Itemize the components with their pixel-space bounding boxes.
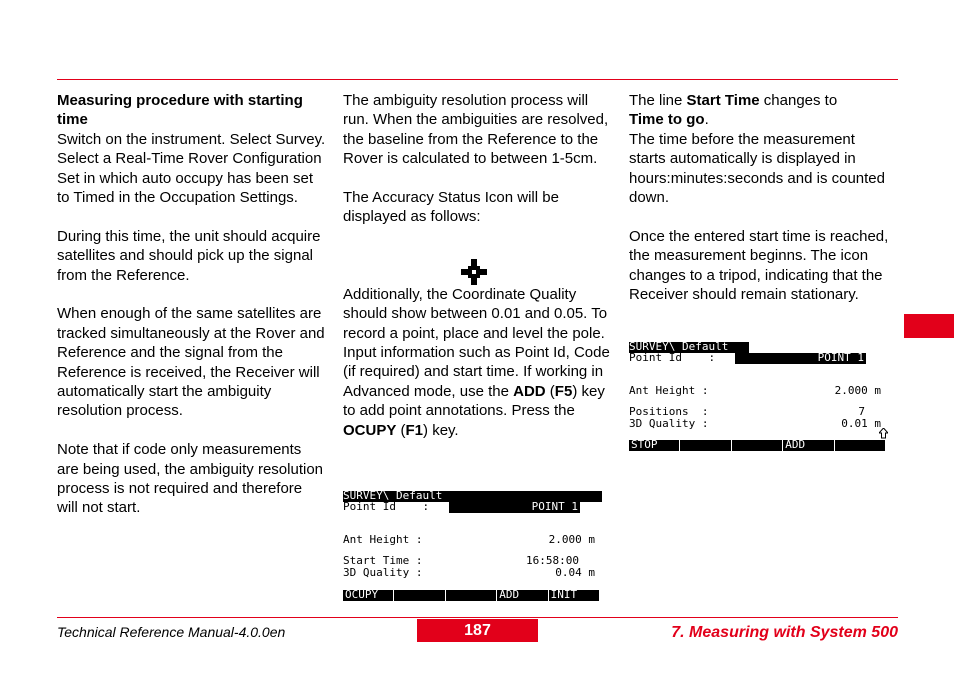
- point-id-value: POINT 1: [531, 500, 578, 513]
- screen2-ant-height-label: Ant Height :: [629, 384, 709, 397]
- screen2-positions-value: 7: [858, 405, 865, 418]
- col2-p3-text-c: ) key to add point annotations. Press the: [343, 382, 605, 420]
- col2-p3-text-e: ) key.: [423, 421, 459, 439]
- col3-paragraph-1: [629, 91, 889, 207]
- ant-height-label: Ant Height :: [343, 533, 423, 546]
- lcd-screen-start-time: [343, 491, 602, 601]
- col3-p1-text-c: .: [704, 111, 709, 129]
- col3-p1-rest: The time before the measurement starts automatically is displayed in hours:minutes:seconds and is counted down.: [629, 130, 885, 207]
- screen2-quality-label: 3D Quality :: [629, 417, 709, 430]
- chapter-title: 7. Measuring with System 500: [671, 624, 898, 641]
- screen2-softkey-f2[interactable]: [680, 440, 731, 451]
- col2-p3-text-b: (: [545, 382, 555, 400]
- softkey-f2[interactable]: [394, 590, 445, 601]
- col3-p1-text-b: changes to: [759, 92, 838, 109]
- header-rule: [57, 79, 898, 80]
- f5-key-label: F5: [554, 382, 573, 400]
- screen2-quality-row: [629, 419, 881, 430]
- ant-height-row: [343, 535, 595, 546]
- f1-key-label: F1: [405, 421, 424, 439]
- quality-value: 0.04 m: [555, 566, 595, 579]
- start-time-value: 16:58:00: [526, 554, 579, 567]
- col1-heading-block: [57, 91, 327, 130]
- point-id-field[interactable]: [449, 502, 580, 513]
- screen2-softkey-f4[interactable]: ADD: [783, 440, 834, 451]
- column-1: [57, 91, 327, 537]
- screen2-title: SURVEY\ Default: [629, 340, 729, 353]
- quality-label: 3D Quality :: [343, 566, 423, 579]
- add-key-label: ADD: [513, 382, 546, 400]
- col2-p3-text-d: (: [396, 421, 406, 439]
- softkey-f3[interactable]: [446, 590, 497, 601]
- point-id-label: Point Id :: [343, 500, 430, 513]
- screen-title: SURVEY\ Default: [343, 489, 443, 502]
- screen2-ant-height-row: [629, 386, 881, 397]
- col2-paragraph-1: The ambiguity resolution process will run. When the ambiguities are resolved, the baseline from the Reference to the Rover is calculated to between 1-5cm.: [343, 92, 609, 168]
- ocupy-key-label: OCUPY: [343, 421, 397, 439]
- ant-height-value: 2.000 m: [548, 533, 595, 546]
- softkey-bar: [343, 590, 599, 601]
- col2-paragraph-3: [343, 285, 611, 440]
- start-time-label: Start Time :: [343, 554, 423, 567]
- quality-row: [343, 568, 595, 579]
- time-to-go-term: Time to go: [629, 111, 705, 129]
- col1-paragraph-3: When enough of the same satellites are tracked simultaneously at the Rover and Reference and the signal from the Reference is received, the Receiver will automatically start the ambiguity resolution process.: [57, 305, 325, 420]
- page-number: 187: [417, 619, 538, 642]
- point-id-row: [343, 502, 429, 513]
- softkey-f5[interactable]: INIT: [550, 588, 578, 601]
- screen2-ant-height-value: 2.000 m: [834, 384, 881, 397]
- col2-p3-text-a: Additionally, the Coordinate Quality should show between 0.01 and 0.05. To record a point, place and level the pole. Input information such as Point Id, Code (if required) and start time. If working in Advanced mode, use the: [343, 285, 610, 400]
- col2-paragraph-2: The Accuracy Status Icon will be displayed as follows:: [343, 189, 559, 226]
- softkey-f4[interactable]: ADD: [497, 590, 548, 601]
- col1-paragraph-4: Note that if code only measurements are being used, the ambiguity resolution process is not required and therefore will not start.: [57, 441, 324, 517]
- col3-paragraph-2: Once the entered start time is reached, the measurement beginns. The icon changes to a tripod, indicating that the Receiver should remain stationary.: [629, 227, 889, 304]
- lcd-screen-positions: [629, 342, 888, 452]
- chapter-tab-marker: [904, 314, 954, 338]
- screen2-softkey-f1[interactable]: STOP: [629, 440, 680, 451]
- screen2-point-id-label: Point Id :: [629, 351, 716, 364]
- screen2-point-id-value: POINT 1: [817, 351, 864, 364]
- col1-paragraph-2: During this time, the unit should acquire satellites and should pick up the signal from the Reference.: [57, 227, 321, 284]
- screen2-point-id-row: [629, 353, 715, 364]
- screen2-softkey-f5[interactable]: [835, 440, 885, 451]
- section-heading: Measuring procedure with starting time: [57, 92, 303, 129]
- tripod-status-icon: [879, 428, 888, 439]
- screen2-positions-label: Positions :: [629, 405, 709, 418]
- screen2-softkey-bar: [629, 440, 885, 451]
- col3-p1-text-a: The line: [629, 92, 687, 109]
- column-3: [629, 91, 889, 324]
- accuracy-status-icon: [459, 257, 489, 287]
- footer-rule: [57, 617, 898, 618]
- col1-paragraph-1: Switch on the instrument. Select Survey. Select a Real-Time Rover Configuration Set in which auto occupy has been set to Timed in the Occupation Settings.: [57, 130, 326, 207]
- softkey-f1[interactable]: OCUPY: [343, 590, 394, 601]
- manual-title: Technical Reference Manual-4.0.0en: [57, 624, 286, 640]
- screen2-softkey-f3[interactable]: [732, 440, 783, 451]
- screen2-point-id-field[interactable]: [735, 353, 866, 364]
- screen2-quality-value: 0.01 m: [841, 417, 881, 430]
- start-time-term: Start Time: [686, 92, 760, 109]
